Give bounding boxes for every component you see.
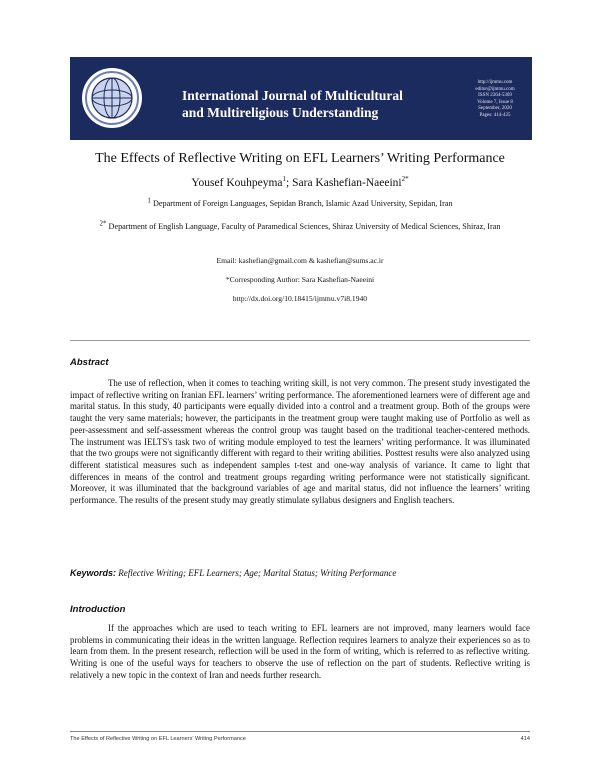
abstract-heading: Abstract (70, 357, 109, 368)
journal-email[interactable]: editor@ijmmu.com (475, 86, 515, 92)
author-2: Sara Kashefian-Naeeini (292, 177, 402, 189)
keywords-values: Reflective Writing; EFL Learners; Age; Marital Status; Writing Performance (116, 568, 397, 578)
introduction-heading: Introduction (70, 604, 126, 615)
affiliation-2 (80, 221, 520, 233)
journal-title-line1: International Journal of Multicultural (182, 88, 403, 103)
affiliation-2-sup: 2* (99, 219, 107, 228)
journal-volume: Volume 7, Issue 8 (477, 99, 513, 105)
journal-logo-icon (81, 67, 143, 129)
paper-title: The Effects of Reflective Writing on EFL Learners’ Writing Performance (95, 151, 505, 166)
affiliation-1 (60, 198, 540, 209)
doi-link[interactable]: http://dx.doi.org/10.18415/ijmmu.v7i8.1940 (232, 294, 368, 303)
author-separator: ; (286, 177, 293, 189)
journal-url[interactable]: http://ijmmu.com (477, 80, 513, 85)
journal-issn: ISSN 2364-5369 (478, 93, 512, 99)
affiliation-1-text: Department of Foreign Languages, Sepidan Branch, Islamic Azad University, Sepidan, Iran (150, 199, 453, 208)
journal-banner (70, 57, 532, 140)
author-1: Yousef Kouhpeyma (191, 177, 283, 189)
keywords-line (70, 567, 530, 579)
introduction-text: If the approaches which are used to teach writing to EFL learners are not improved, many learners would face problems in communicating their ideas in the written language. Reflection requires learners to analyze their experiences so as to learn from them. In the present research, reflection will be used in the form of writing, which is referred to as reflective writing. Writing is one of the useful ways for teachers to observe the use of reflection on the part of students. Reflective writing is relatively a new topic in the context of Iran and needs further research. (70, 623, 530, 680)
affiliation-2-text: Department of English Language, Faculty of Paramedical Sciences, Shiraz University of Medical Sciences, Shiraz, Iran (106, 222, 501, 231)
footer-running-title: The Effects of Reflective Writing on EFL Learners’ Writing Performance (70, 736, 246, 742)
journal-title-line2: and Multireligious Understanding (182, 105, 379, 120)
author-2-sup: 2* (401, 175, 409, 184)
journal-title (182, 87, 432, 121)
footer-page-number: 414 (520, 736, 530, 742)
journal-date: September, 2020 (478, 106, 512, 112)
affiliation-1-sup: 1 (147, 196, 151, 205)
abstract-text: The use of reflection, when it comes to teaching writing skill, is not very common. The present study investigated the impact of reflective writing on Iranian EFL learners’ writing performance. The aforementioned learners were of different age and marital status. In this study, 40 participants were equally divided into a control and a treatment group. Both of the groups were taught the very same materials; however, the participants in the treatment group were taught making use of Portfolio as well as peer-assessment and self-assessment whereas the control group was taught based on the traditional teacher-centered methods. The instrument was IELTS's task two of writing module employed to test the learners’ writing performance. It was illuminated that the two groups were not significantly different with regard to their writing abilities. Posttest results were also analyzed using different statistical measures such as independent samples t-test and one-way analysis of variance. It came to light that differences in means of the control and treatment groups regarding writing performance were not statistically significant. Moreover, it was illuminated that the background variables of age and marital status, did not influence the learners’ writing performance. The results of the present study may greatly stimulate syllabus designers and English teachers. (70, 378, 530, 506)
journal-pages: Pages: 414-425 (479, 112, 511, 118)
author-1-sup: 1 (282, 175, 287, 184)
footer-divider (70, 731, 530, 732)
author-line (60, 176, 540, 190)
journal-meta (463, 80, 527, 120)
keywords-label: Keywords: (70, 568, 117, 578)
header-divider (70, 340, 530, 341)
email-line: Email: kashefian@gmail.com & kashefian@sums.ac.ir (216, 256, 384, 265)
corresponding-author: *Corresponding Author: Sara Kashefian-Naeeini (225, 275, 375, 284)
